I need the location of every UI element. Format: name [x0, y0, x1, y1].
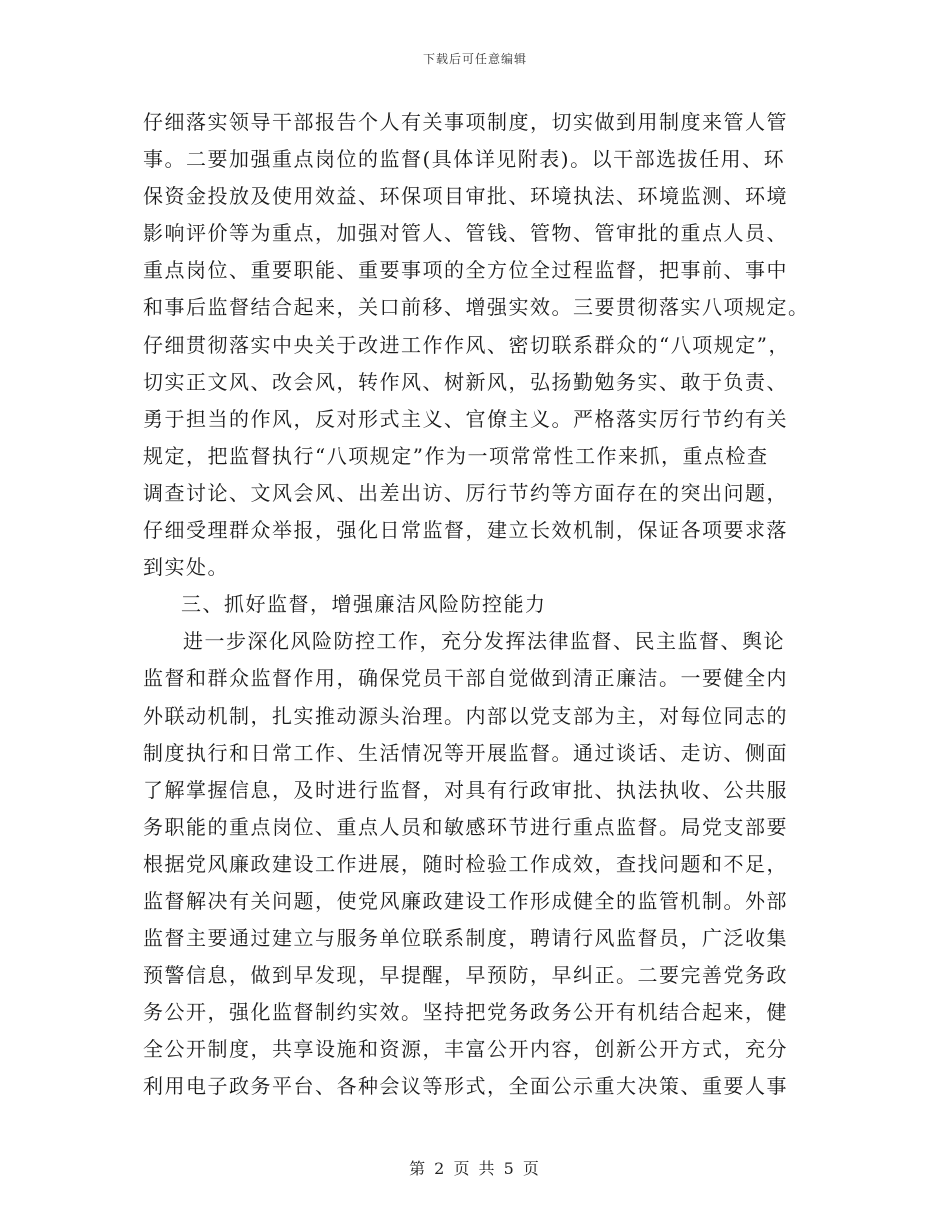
body-line: 重点岗位、重要职能、重要事项的全方位全过程监督，把事前、事中 [143, 258, 788, 283]
body-line: 了解掌握信息，及时进行监督，对具有行政审批、执法执收、公共服 [143, 777, 788, 802]
body-line: 务公开，强化监督制约实效。坚持把党务政务公开有机结合起来，健 [143, 1000, 788, 1025]
page-header-note: 下载后可任意编辑 [422, 52, 527, 66]
body-line: 务职能的重点岗位、重点人员和敏感环节进行重点监督。局党支部要 [143, 814, 788, 839]
body-line: 全公开制度，共享设施和资源，丰富公开内容，创新公开方式，充分 [143, 1037, 788, 1062]
body-line: 根据党风廉政建设工作进展，随时检验工作成效，查找问题和不足， [143, 851, 788, 876]
body-line: 仔细受理群众举报，强化日常监督，建立长效机制，保证各项要求落 [143, 518, 788, 543]
section-heading: 三、抓好监督，增强廉洁风险防控能力 [181, 592, 547, 617]
body-line: 勇于担当的作风，反对形式主义、官僚主义。严格落实厉行节约有关 [143, 406, 788, 431]
body-line: 规定，把监督执行“八项规定”作为一项常常性工作来抓，重点检查 [143, 443, 769, 468]
body-line: 调查讨论、文风会风、出差出访、厉行节约等方面存在的突出问题， [143, 480, 788, 505]
body-line: 利用电子政务平台、各种会议等形式，全面公示重大决策、重要人事 [143, 1074, 788, 1099]
body-line: 监督解决有关问题，使党风廉政建设工作形成健全的监管机制。外部 [143, 888, 788, 913]
page-number-footer: 第 2 页 共 5 页 [409, 1159, 541, 1178]
body-line: 切实正文风、改会风，转作风、树新风，弘扬勤勉务实、敢于负责、 [143, 369, 788, 394]
body-line: 事。二要加强重点岗位的监督(具体详见附表)。以干部选拔任用、环 [143, 147, 786, 172]
body-line: 保资金投放及使用效益、环保项目审批、环境执法、环境监测、环境 [143, 184, 788, 209]
body-line: 到实处。 [143, 555, 229, 580]
body-line: 制度执行和日常工作、生活情况等开展监督。通过谈话、走访、侧面 [143, 740, 788, 765]
body-line: 预警信息，做到早发现，早提醒，早预防，早纠正。二要完善党务政 [143, 963, 788, 988]
paragraph-first-line: 进一步深化风险防控工作，充分发挥法律监督、民主监督、舆论 [183, 629, 785, 654]
body-line: 外联动机制，扎实推动源头治理。内部以党支部为主，对每位同志的 [143, 703, 788, 728]
body-line: 仔细贯彻落实中央关于改进工作作风、密切联系群众的“八项规定”， [143, 332, 790, 357]
body-line: 和事后监督结合起来，关口前移、增强实效。三要贯彻落实八项规定。 [143, 295, 810, 320]
body-line: 监督主要通过建立与服务单位联系制度，聘请行风监督员，广泛收集 [143, 926, 788, 951]
body-line: 监督和群众监督作用，确保党员干部自觉做到清正廉洁。一要健全内 [143, 666, 788, 691]
body-line: 影响评价等为重点，加强对管人、管钱、管物、管审批的重点人员、 [143, 221, 788, 246]
document-body [143, 104, 810, 1106]
body-line: 仔细落实领导干部报告个人有关事项制度，切实做到用制度来管人管 [143, 110, 788, 134]
